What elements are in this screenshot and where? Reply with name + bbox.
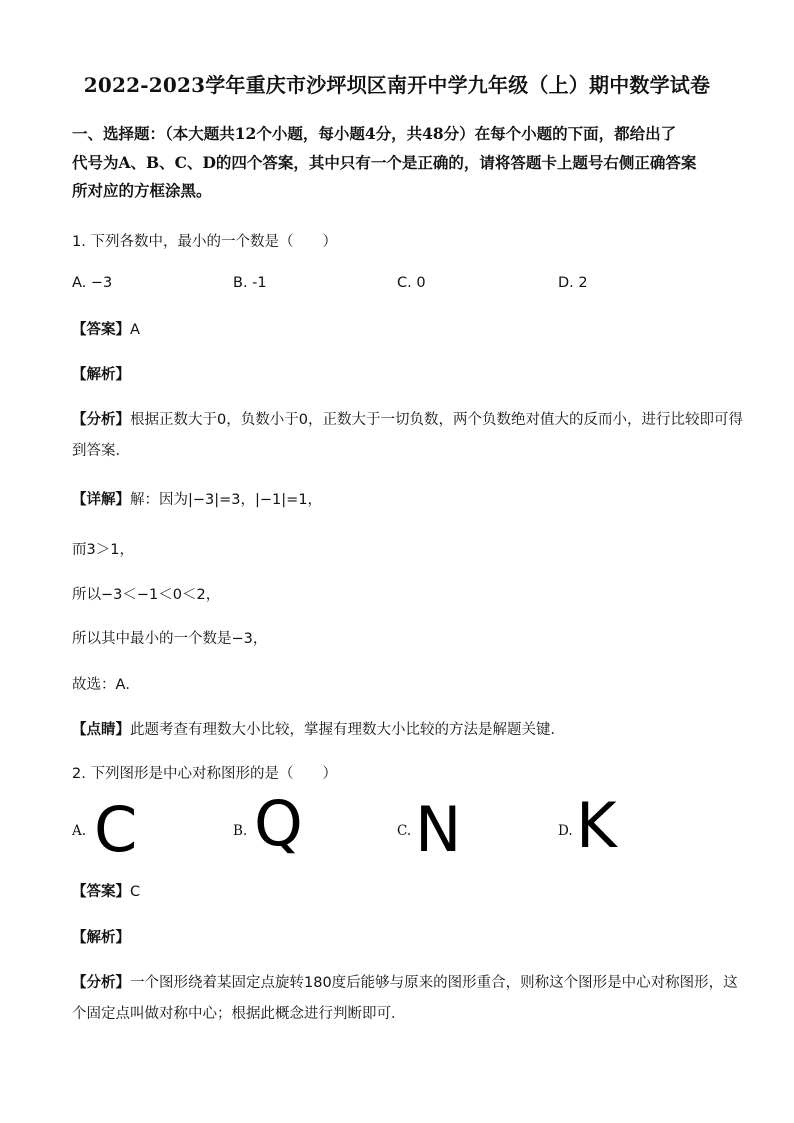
answer-tag: 【答案】 [72, 884, 130, 900]
comment-tag: 【点睛】 [72, 722, 130, 738]
page-title: 2022-2023学年重庆市沙坪坝区南开中学九年级（上）期中数学试卷 [83, 73, 711, 97]
q1-answer [72, 318, 140, 339]
q2-option-c-figure: N [415, 793, 462, 866]
q2-fenxi [72, 971, 738, 992]
q1-stem: 1. 下列各数中，最小的一个数是（ ） [72, 234, 337, 250]
comment-text: 此题考查有理数大小比较，掌握有理数大小比较的方法是解题关键． [130, 722, 565, 738]
q1-option-a: A. −3 [72, 275, 113, 291]
answer-value: A [130, 322, 140, 338]
q1-step: 所以其中最小的一个数是−3， [72, 631, 268, 647]
answer-tag: 【答案】 [72, 322, 130, 338]
q2-option-a-figure: C [94, 793, 138, 866]
q2-stem: 2. 下列图形是中心对称图形的是（ ） [72, 766, 337, 782]
section-instructions [72, 120, 732, 206]
detail-tag: 【详解】 [72, 492, 130, 508]
q1-option-d: D. 2 [558, 275, 588, 291]
fenxi-tag: 【分析】 [72, 975, 130, 991]
q2-option-b-label: B. [233, 823, 248, 839]
fenxi-text: 一个图形绕着某固定点旋转180度后能够与原来的图形重合，则称这个图形是中心对称图形，这 [130, 975, 738, 991]
q1-fenxi-line2: 到答案． [72, 443, 130, 459]
q1-analysis-tag: 【解析】 [72, 367, 130, 383]
q2-option-c-label: C. [397, 823, 412, 839]
q1-fenxi [72, 408, 743, 429]
q1-option-c: C. 0 [397, 275, 426, 291]
q2-option-b-figure: Q [254, 787, 303, 860]
fenxi-tag: 【分析】 [72, 412, 130, 428]
q2-option-a-label: A. [72, 823, 87, 839]
q2-fenxi-line2: 个固定点叫做对称中心；根据此概念进行判断即可． [72, 1006, 406, 1022]
q2-answer [72, 880, 140, 901]
q1-option-b: B. -1 [233, 275, 267, 291]
q2-analysis-tag: 【解析】 [72, 930, 130, 946]
answer-value: C [130, 884, 141, 900]
q1-detail [72, 488, 322, 509]
section-line: 一、选择题：（本大题共12个小题，每小题4分，共48分）在每个小题的下面，都给出了 [72, 124, 677, 143]
q2-option-d-figure: K [576, 789, 617, 862]
detail-text: 解：因为|−3|=3，|−1|=1， [130, 492, 323, 508]
q1-comment [72, 718, 565, 739]
fenxi-text: 根据正数大于0，负数小于0，正数大于一切负数，两个负数绝对值大的反而小，进行比较即可得 [130, 412, 743, 428]
q2-option-d-label: D. [558, 823, 573, 839]
q1-step: 故选：A． [72, 677, 140, 693]
section-line: 代号为A、B、C、D的四个答案，其中只有一个是正确的，请将答题卡上题号右侧正确答案 [72, 152, 697, 172]
q1-step: 所以−3＜−1＜0＜2， [72, 587, 221, 603]
q1-step: 而3＞1， [72, 542, 134, 558]
section-line: 所对应的方框涂黑。 [72, 181, 212, 200]
